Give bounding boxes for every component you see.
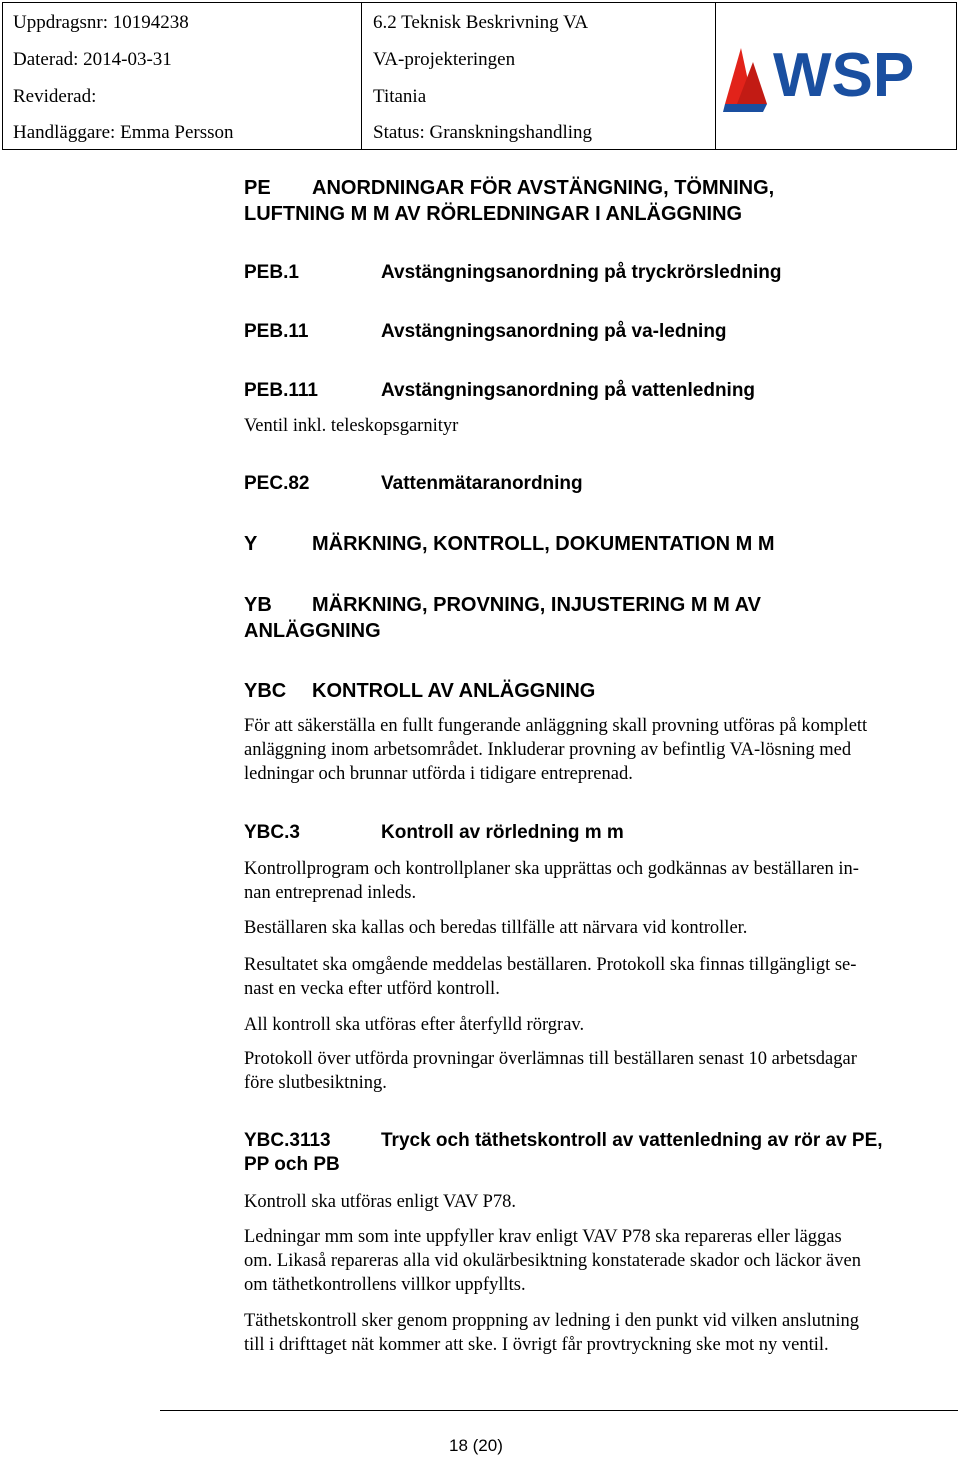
text-line: nan entreprenad inleds. [244, 883, 417, 903]
section-code: YBC [244, 680, 287, 702]
text-line: Täthetskontroll sker genom proppning av ledning i den punkt vid vilken anslutning [244, 1311, 860, 1331]
wsp-logo [723, 34, 923, 114]
logo-text: WSP [773, 41, 915, 110]
text-line: om täthetkontrollens villkor uppfyllts. [244, 1275, 526, 1295]
ybc3113-paragraph-1: Kontroll ska utföras enligt VAV P78. [244, 1192, 517, 1212]
text-line: Kontrollprogram och kontrollplaner ska upprättas och godkännas av beställaren in- [244, 859, 859, 879]
section-ybc3-heading [244, 821, 624, 845]
document-title: 6.2 Teknisk Beskrivning VA [373, 12, 589, 33]
section-title: MÄRKNING, PROVNING, INJUSTERING M M AV [312, 594, 761, 616]
section-code: PEB.11 [244, 321, 309, 342]
ybc3-paragraph-2: Beställaren ska kallas och beredas tillfälle att närvara vid kontroller. [244, 918, 748, 938]
project-name: VA-projekteringen [373, 49, 516, 70]
section-code: YB [244, 594, 272, 616]
section-code: PEC.82 [244, 473, 310, 494]
page-number-text: 18 (20) [449, 1436, 503, 1455]
section-title: Avstängningsanordning på va-ledning [381, 321, 727, 342]
section-code: Y [244, 533, 258, 555]
section-code: PEB.1 [244, 262, 299, 283]
date: Daterad: 2014-03-31 [13, 49, 172, 70]
section-title: MÄRKNING, KONTROLL, DOKUMENTATION M M [312, 533, 775, 555]
text-line: till i drifttaget nät kommer att ske. I övrigt får provtryckning ske mot ny ventil. [244, 1335, 829, 1355]
ybc3-paragraph-3 [244, 953, 950, 1001]
header-divider [715, 3, 716, 149]
ybc3-paragraph-4: All kontroll ska utföras efter återfylld rörgrav. [244, 1015, 585, 1035]
text-line: Protokoll över utförda provningar överlämnas till beställaren senast 10 arbetsdagar [244, 1049, 857, 1069]
handler: Handläggare: Emma Persson [13, 122, 234, 143]
section-peb111-heading [244, 379, 755, 403]
section-code: PEB.111 [244, 380, 318, 401]
section-title-cont: LUFTNING M M AV RÖRLEDNINGAR I ANLÄGGNING [244, 203, 743, 225]
section-ybc3113-heading [244, 1129, 883, 1177]
assignment-number: Uppdragsnr: 10194238 [13, 12, 189, 33]
location-name: Titania [373, 86, 427, 107]
section-title: KONTROLL AV ANLÄGGNING [312, 680, 596, 702]
ybc3-paragraph-1 [244, 857, 950, 905]
section-yb-heading [244, 592, 761, 644]
section-peb1-heading [244, 261, 781, 285]
section-title-cont: PP och PB [244, 1154, 340, 1175]
section-pec82-heading [244, 472, 583, 496]
text-line: Ledningar mm som inte uppfyller krav enligt VAV P78 ska repareras eller läggas [244, 1227, 842, 1247]
header-divider [361, 3, 362, 149]
section-code: PE [244, 177, 271, 199]
text-line: nast en vecka efter utförd kontroll. [244, 979, 500, 999]
text-line: anläggning inom arbetsområdet. Inkluderar provning av befintlig VA-lösning med [244, 740, 852, 760]
section-title: Avstängningsanordning på tryckrörsledning [381, 262, 782, 283]
ybc3-paragraph-5 [244, 1047, 950, 1095]
section-title: Avstängningsanordning på vattenledning [381, 380, 756, 401]
section-title-cont: ANLÄGGNING [244, 620, 381, 642]
footer-divider [160, 1410, 958, 1411]
section-y-heading [244, 531, 775, 557]
text-line: om. Likaså repareras alla vid okulärbesiktning konstaterade skador och läckor även [244, 1251, 861, 1271]
ybc3113-paragraph-3 [244, 1309, 950, 1357]
peb111-text: Ventil inkl. teleskopsgarnityr [244, 416, 459, 436]
text-line: före slutbesiktning. [244, 1073, 387, 1093]
section-title: Kontroll av rörledning m m [381, 822, 624, 843]
section-pe-heading [244, 175, 774, 227]
section-title: Tryck och täthetskontroll av vattenledning av rör av PE, [381, 1130, 883, 1151]
revised: Reviderad: [13, 86, 97, 107]
section-ybc-heading [244, 678, 595, 704]
ybc3113-paragraph-2 [244, 1225, 950, 1297]
section-title: Vattenmätaranordning [381, 473, 583, 494]
section-title: ANORDNINGAR FÖR AVSTÄNGNING, TÖMNING, [312, 177, 775, 199]
ybc-paragraph [244, 714, 950, 786]
text-line: Resultatet ska omgående meddelas beställaren. Protokoll ska finnas tillgängligt se- [244, 955, 857, 975]
document-status: Status: Granskningshandling [373, 122, 593, 143]
section-code: YBC.3 [244, 822, 300, 843]
section-code: YBC.3113 [244, 1130, 331, 1151]
section-peb11-heading [244, 320, 727, 344]
text-line: För att säkerställa en fullt fungerande anläggning skall provning utföras på komplett [244, 716, 868, 736]
text-line: ledningar och brunnar utförda i tidigare entreprenad. [244, 764, 633, 784]
